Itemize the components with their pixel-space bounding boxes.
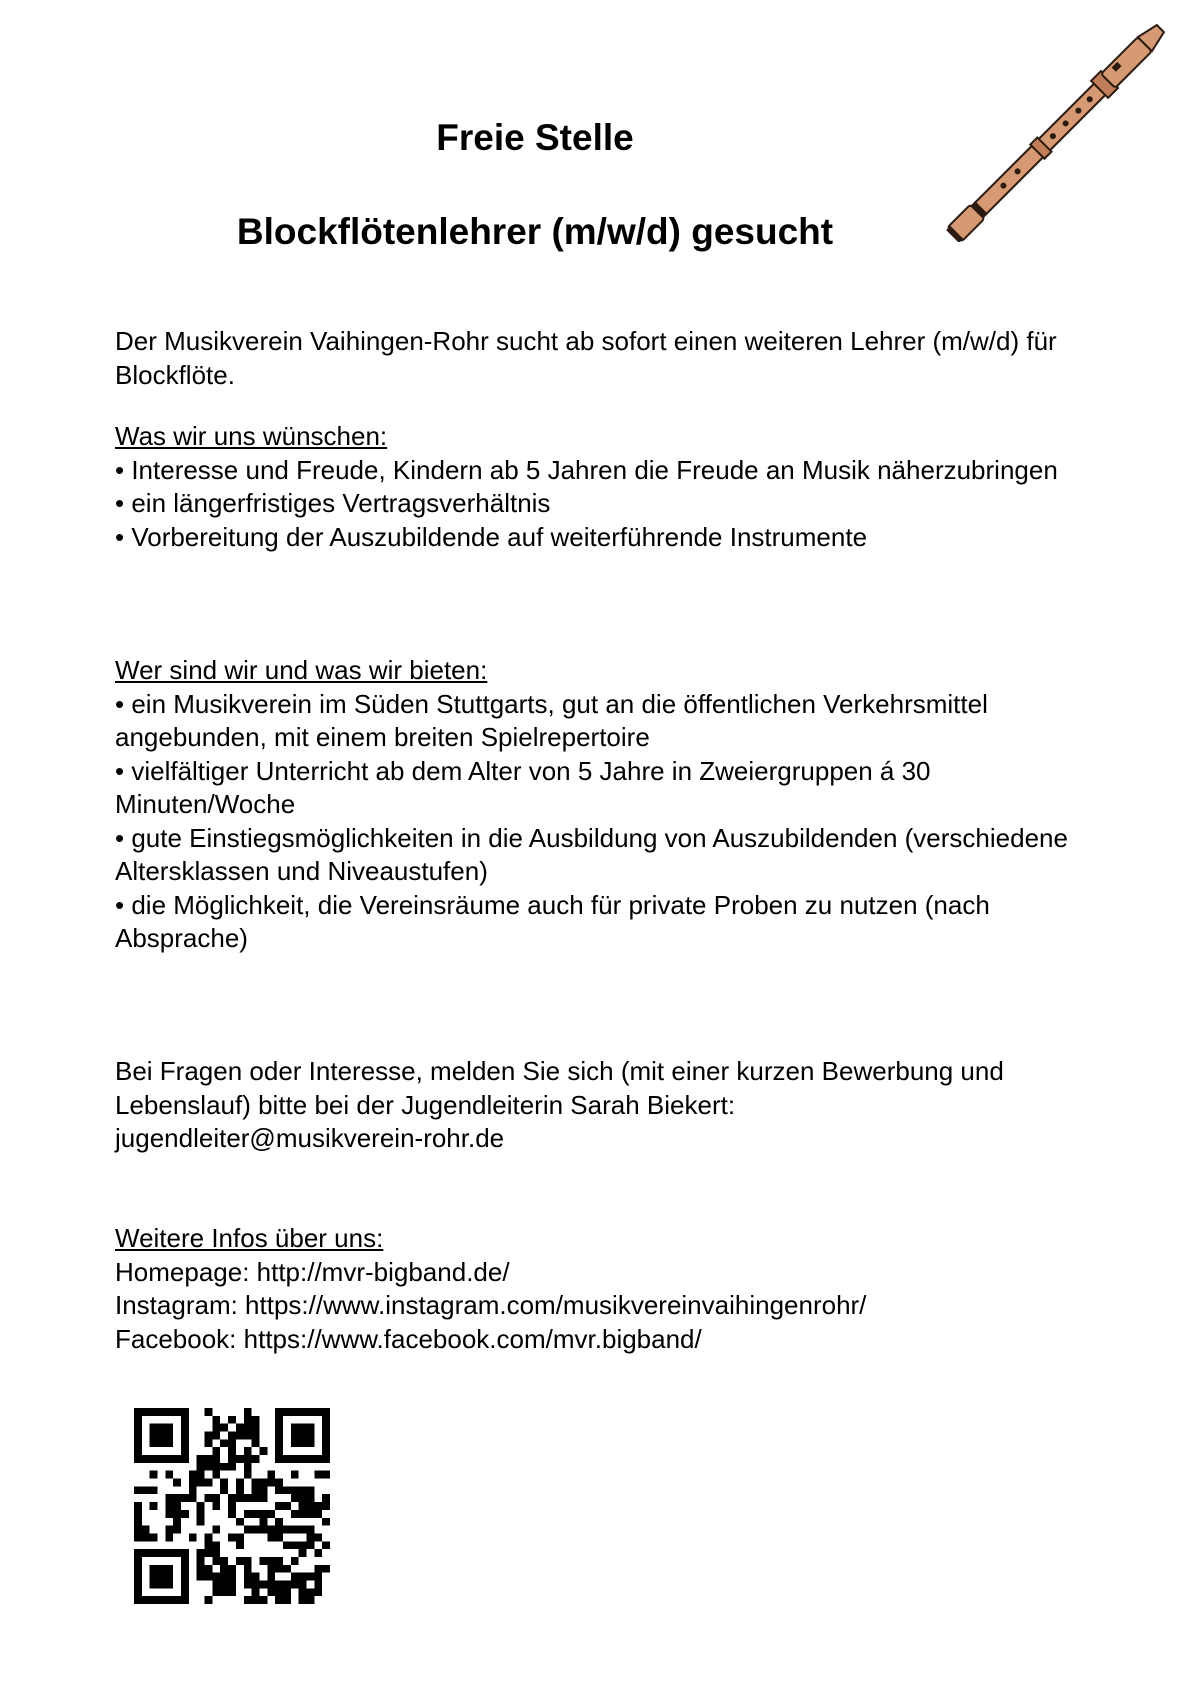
facebook-link[interactable]: Facebook: https://www.facebook.com/mvr.bigband/ bbox=[115, 1323, 702, 1354]
more-info-heading: Weitere Infos über uns: bbox=[115, 1223, 384, 1253]
more-info-section bbox=[115, 1222, 1075, 1356]
page-subtitle: Blockflötenlehrer (m/w/d) gesucht bbox=[236, 211, 834, 252]
recorder-flute-icon bbox=[940, 16, 1180, 242]
page-title: Freie Stelle bbox=[436, 117, 634, 158]
offer-item: • die Möglichkeit, die Vereinsräume auch für private Proben zu nutzen (nach Absprache) bbox=[115, 889, 990, 953]
homepage-link[interactable]: Homepage: http://mvr-bigband.de/ bbox=[115, 1256, 510, 1287]
intro-section bbox=[115, 325, 1075, 392]
offer-item: • ein Musikverein im Süden Stuttgarts, gut an die öffentlichen Verkehrsmittel angebunden, mit einem breiten Spielrepertoire bbox=[115, 688, 988, 752]
offers-section bbox=[115, 654, 1075, 956]
wishes-section bbox=[115, 420, 1075, 554]
contact-section bbox=[115, 1055, 1075, 1156]
offer-item: • gute Einstiegsmöglichkeiten in die Ausbildung von Auszubildenden (verschiedene Altersklassen und Niveaustufen) bbox=[115, 822, 1068, 886]
wishes-heading: Was wir uns wünschen: bbox=[115, 421, 388, 451]
offer-item: • vielfältiger Unterricht ab dem Alter von 5 Jahre in Zweiergruppen á 30 Minuten/Woche bbox=[115, 755, 931, 819]
instagram-link[interactable]: Instagram: https://www.instagram.com/musikvereinvaihingenrohr/ bbox=[115, 1290, 867, 1320]
wish-item: • Vorbereitung der Auszubildende auf weiterführende Instrumente bbox=[115, 521, 868, 552]
qr-code-icon[interactable] bbox=[134, 1408, 330, 1604]
contact-email[interactable]: jugendleiter@musikverein-rohr.de bbox=[115, 1123, 505, 1153]
offers-heading: Wer sind wir und was wir bieten: bbox=[115, 655, 488, 685]
contact-text: Bei Fragen oder Interesse, melden Sie sich (mit einer kurzen Bewerbung und Lebenslauf) bitte bei der Jugendleiterin Sarah Biekert: bbox=[115, 1056, 1004, 1120]
intro-text: Der Musikverein Vaihingen-Rohr sucht ab sofort einen weiteren Lehrer (m/w/d) für Blockflöte. bbox=[115, 326, 1057, 390]
wish-item: • Interesse und Freude, Kindern ab 5 Jahren die Freude an Musik näherzubringen bbox=[115, 454, 1058, 485]
wish-item: • ein längerfristiges Vertragsverhältnis bbox=[115, 488, 551, 518]
